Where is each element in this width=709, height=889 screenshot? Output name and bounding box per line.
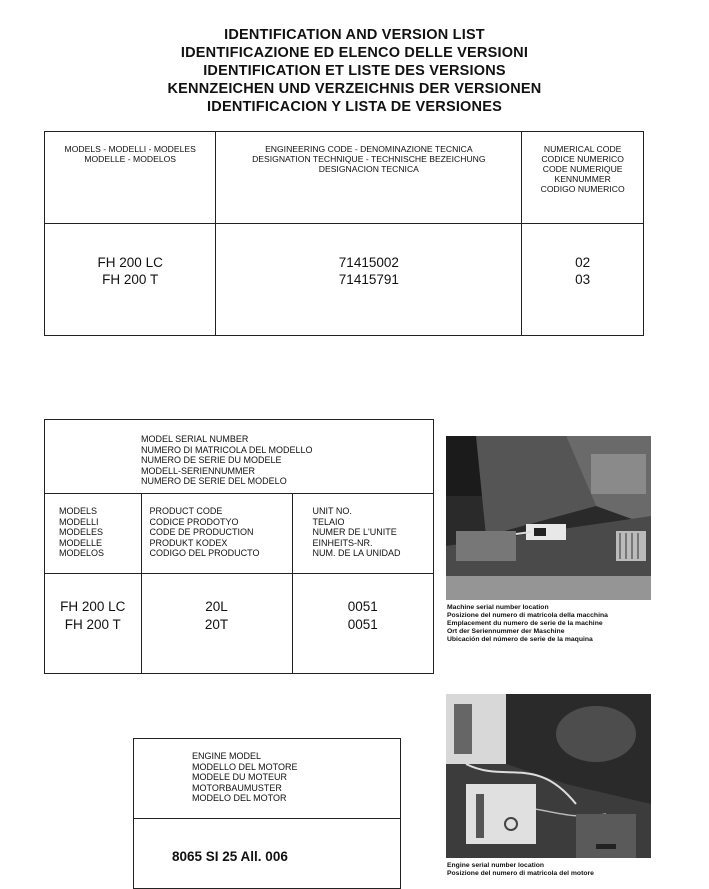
numerical-header-line: CODE NUMERIQUE xyxy=(542,164,623,174)
numerical-header-cell xyxy=(522,132,644,224)
model-value: FH 200 LC xyxy=(97,255,163,270)
serial-product-header xyxy=(141,494,292,574)
machine-caption-line: Ort der Seriennummer der Maschine xyxy=(447,628,565,635)
serial-models-header xyxy=(45,494,142,574)
engine-caption-line: Posizione del numero di matricola del motore xyxy=(447,870,594,877)
serial-product-values xyxy=(141,574,292,674)
serial-title-cell xyxy=(141,420,434,494)
engine-title-line: MODELE DU MOTEUR xyxy=(192,772,288,782)
machine-caption xyxy=(447,604,662,644)
title-it: IDENTIFICAZIONE ED ELENCO DELLE VERSIONI xyxy=(180,45,529,61)
engine-title-line: MODELLO DEL MOTORE xyxy=(192,761,298,772)
serial-unit-line: TELAIO xyxy=(312,516,345,527)
numerical-code-value: 03 xyxy=(575,272,591,287)
serial-unit-header xyxy=(292,494,434,574)
machine-caption-line: Ubicación del número de serie de la maquina xyxy=(447,636,593,643)
numerical-value-cell xyxy=(522,224,644,336)
serial-unit-line: NUM. DE LA UNIDAD xyxy=(312,548,401,558)
serial-product-line: PRODUCT CODE xyxy=(149,506,223,516)
numerical-header-line: CODIGO NUMERICO xyxy=(540,184,625,194)
serial-unit-line: NUMER DE L'UNITE xyxy=(312,527,397,537)
numerical-code-value: 02 xyxy=(575,255,591,270)
title-fr: IDENTIFICATION ET LISTE DES VERSIONS xyxy=(203,63,506,79)
serial-models-line: MODELOS xyxy=(59,548,105,558)
engine-photo xyxy=(446,694,651,858)
product-code-value: 20L xyxy=(205,599,228,614)
engine-photo-image xyxy=(446,694,651,858)
serial-models-line: MODELLE xyxy=(59,537,103,548)
engineering-code-value: 71415002 xyxy=(338,255,399,270)
title-es: IDENTIFICACION Y LISTA DE VERSIONES xyxy=(207,99,502,115)
engine-table xyxy=(133,738,401,889)
serial-product-line: CODIGO DEL PRODUCTO xyxy=(149,548,260,558)
serial-unit-values xyxy=(292,574,434,674)
serial-table xyxy=(44,419,434,674)
serial-title-line: NUMERO DI MATRICOLA DEL MODELLO xyxy=(141,444,313,455)
engine-title-line: MODELO DEL MOTOR xyxy=(192,793,287,803)
engine-title-line: MOTORBAUMUSTER xyxy=(192,782,282,793)
engineering-header-line: ENGINEERING CODE - DENOMINAZIONE TECNICA xyxy=(265,144,473,154)
serial-product-line: CODICE PRODOTYO xyxy=(149,516,239,527)
engineering-header-cell xyxy=(216,132,522,224)
machine-caption-line: Emplacement du numero de serie de la machine xyxy=(447,620,603,627)
serial-model-values xyxy=(45,574,142,674)
page-title-block xyxy=(0,26,709,116)
unit-no-value: 0051 xyxy=(347,617,378,632)
unit-no-value: 0051 xyxy=(347,599,378,614)
models-header-line: MODELS - MODELLI - MODELES xyxy=(64,144,196,154)
machine-photo-image xyxy=(446,436,651,600)
serial-models-line: MODELLI xyxy=(59,516,99,527)
serial-models-line: MODELES xyxy=(59,527,104,537)
title-de: KENNZEICHEN UND VERZEICHNIS DER VERSIONEN xyxy=(167,81,542,97)
title-en: IDENTIFICATION AND VERSION LIST xyxy=(224,27,485,43)
version-table xyxy=(44,131,644,336)
serial-unit-line: EINHEITS-NR. xyxy=(312,537,373,548)
product-code-value: 20T xyxy=(204,617,229,632)
serial-model-value: FH 200 LC xyxy=(60,599,126,614)
engine-caption-line: Engine serial number location xyxy=(447,862,545,869)
serial-unit-line: UNIT NO. xyxy=(312,506,352,516)
engineering-value-cell xyxy=(216,224,522,336)
numerical-header-line: NUMERICAL CODE xyxy=(543,144,622,154)
numerical-header-line: KENNUMMER xyxy=(554,174,611,184)
engineering-header-line: DESIGNACION TECNICA xyxy=(318,164,419,174)
machine-caption-line: Posizione del numero di matricola della macchina xyxy=(447,612,608,619)
engine-value-cell xyxy=(134,819,401,889)
serial-product-line: PRODUKT KODEX xyxy=(149,537,228,548)
serial-model-value: FH 200 T xyxy=(64,617,121,632)
engineering-code-value: 71415791 xyxy=(338,272,399,287)
serial-title-spacer xyxy=(45,420,142,494)
machine-caption-line: Machine serial number location xyxy=(447,604,549,611)
engine-title-cell xyxy=(134,739,401,819)
models-header-line: MODELLE - MODELOS xyxy=(84,154,177,164)
serial-title-line: NUMERO DE SERIE DU MODELE xyxy=(141,455,282,465)
models-header-cell xyxy=(45,132,216,224)
serial-title-line: MODELL-SERIENNUMMER xyxy=(141,465,256,476)
serial-title-line: NUMERO DE SERIE DEL MODELO xyxy=(141,476,287,486)
machine-photo xyxy=(446,436,651,600)
numerical-header-line: CODICE NUMERICO xyxy=(541,154,624,164)
engine-model-value: 8065 SI 25 All. 006 xyxy=(172,849,288,864)
model-value: FH 200 T xyxy=(102,272,159,287)
models-value-cell xyxy=(45,224,216,336)
engine-caption xyxy=(447,862,662,877)
serial-title-line: MODEL SERIAL NUMBER xyxy=(141,434,249,444)
engine-title-line: ENGINE MODEL xyxy=(192,751,262,761)
engineering-header-line: DESIGNATION TECHNIQUE - TECHNISCHE BEZEICHUNG xyxy=(252,154,486,164)
serial-product-line: CODE DE PRODUCTION xyxy=(149,527,254,537)
serial-models-line: MODELS xyxy=(59,506,98,516)
